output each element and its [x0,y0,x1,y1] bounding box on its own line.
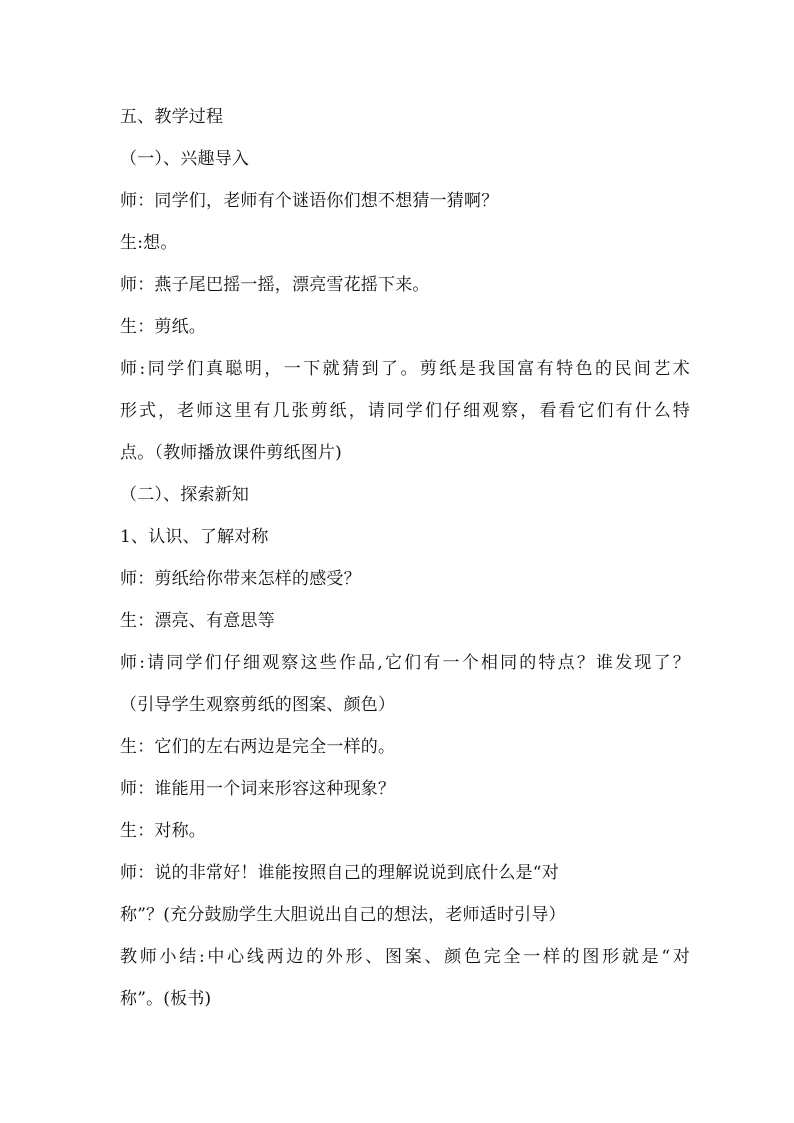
dialogue-line: 师：同学们，老师有个谜语你们想不想猜一猜啊？ [120,191,499,211]
dialogue-line: 生：剪纸。 [120,317,206,337]
dialogue-line: 生：对称。 [120,821,206,841]
dialogue-line: 生:想。 [120,233,178,253]
dialogue-line: 生：它们的左右两边是完全一样的。 [120,737,396,757]
dialogue-line: 师：燕子尾巴摇一摇，漂亮雪花摇下来。 [120,275,430,295]
numbered-heading: 1、认识、了解对称 [120,527,269,547]
dialogue-line: 师：谁能用一个词来形容这种现象？ [120,779,396,799]
dialogue-line: 生：漂亮、有意思等 [120,611,275,631]
dialogue-line: 师：剪纸给你带来怎样的感受？ [120,569,361,589]
teaching-note: （引导学生观察剪纸的图案、颜色） [120,695,396,715]
dialogue-line: 师:请同学们仔细观察这些作品,它们有一个相同的特点？谁发现了？ [120,653,690,673]
teacher-summary: 教师小结:中心线两边的外形、图案、颜色完全一样的图形就是“对 [120,947,690,967]
dialogue-line-continued: 形式，老师这里有几张剪纸，请同学们仔细观察，看看它们有什么特 [120,401,690,421]
subsection-heading: （一）、兴趣导入 [120,149,250,169]
section-heading: 五、教学过程 [120,107,224,127]
subsection-heading: （二）、探索新知 [120,485,250,505]
dialogue-line: 师:同学们真聪明，一下就猜到了。剪纸是我国富有特色的民间艺术 [120,359,690,379]
teacher-summary-continued: 称”。(板书) [120,989,212,1009]
dialogue-line-continued: 点。（教师播放课件剪纸图片) [120,443,342,463]
dialogue-line-continued: 称”？(充分鼓励学生大胆说出自己的想法，老师适时引导） [120,905,566,925]
dialogue-line: 师：说的非常好！谁能按照自己的理解说说到底什么是“对 [120,863,559,883]
